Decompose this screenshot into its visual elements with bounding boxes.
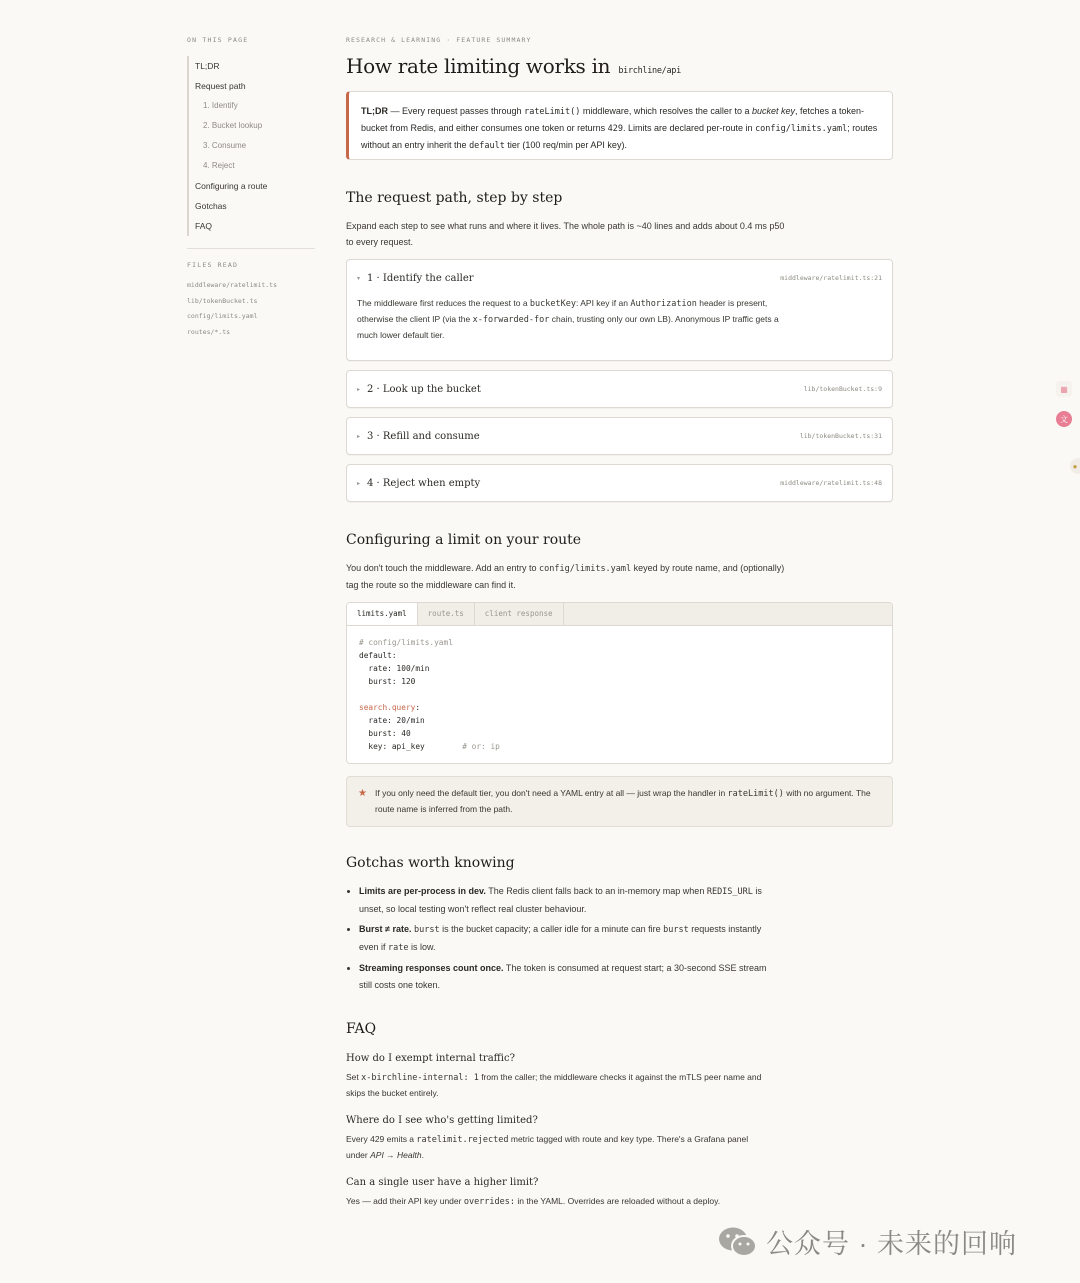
faq-emphasis: API → Health: [370, 1150, 422, 1160]
note-text: If you only need the default tier, you don't need a YAML entry at all — just wrap the handler in: [375, 788, 728, 798]
code-line: burst: 40: [359, 729, 411, 738]
tldr-code: rateLimit(): [524, 107, 581, 117]
faq-question: Can a single user have a higher limit?: [346, 1177, 539, 1188]
faq-question: Where do I see who's getting limited?: [346, 1115, 538, 1126]
faq-text: Every 429 emits a: [346, 1134, 417, 1144]
file-link[interactable]: lib/tokenBucket.ts: [187, 296, 258, 305]
faq-text: metric tagged with route and key type. There's a Grafana panel under: [346, 1134, 749, 1160]
list-item: [359, 883, 779, 917]
faq-answer: [346, 1070, 766, 1101]
tldr-text: — Every request passes through: [388, 106, 525, 116]
step-1-title: 1 · Identify the caller: [367, 272, 474, 284]
sidebar: [187, 36, 315, 340]
sidebar-divider: [187, 248, 315, 249]
config-text: keyed by route name, and (optionally) tag the route so the middleware can find it.: [346, 563, 785, 590]
request-path-intro: Expand each step to see what runs and where it lives. The whole path is ~40 lines and adds about 0.4 ms p50 to every request.: [346, 221, 785, 247]
step-3-file[interactable]: lib/tokenBucket.ts:31: [799, 432, 882, 440]
step-1-accordion[interactable]: [346, 259, 893, 361]
step-1-code: bucketKey: [529, 299, 576, 309]
toc-item-gotchas[interactable]: Gotchas: [195, 201, 227, 211]
watermark: [718, 1222, 1017, 1261]
breadcrumb: RESEARCH & LEARNING · FEATURE SUMMARY: [346, 36, 532, 44]
file-link[interactable]: routes/*.ts: [187, 327, 231, 336]
code-key: search.query: [359, 703, 416, 712]
step-1-body: [347, 296, 807, 360]
faq-code: overrides:: [463, 1197, 516, 1207]
gotcha-code: rate: [388, 942, 409, 953]
step-1-text: The middleware first reduces the request to a: [357, 298, 530, 308]
files-read-label: FILES READ: [187, 261, 239, 269]
gotcha-title: Streaming responses count once.: [359, 963, 504, 973]
step-4-header[interactable]: [347, 465, 892, 501]
gotcha-text: The token is consumed at request start; a 30-second SSE stream still costs one token.: [359, 963, 767, 990]
tab-route-ts[interactable]: route.ts: [418, 603, 475, 625]
on-this-page-label: ON THIS PAGE: [187, 36, 249, 44]
chevron-right-icon: ▸: [357, 480, 361, 487]
list-item: [359, 960, 779, 993]
step-1-text: chain, trusting only our own LB). Anonymous IP traffic gets a much lower default tier.: [357, 314, 779, 340]
step-2-file[interactable]: lib/tokenBucket.ts:9: [803, 385, 882, 393]
tldr-text: ; routes without an entry inherit the: [361, 123, 878, 150]
gotcha-code: burst: [663, 925, 689, 935]
faq-code: ratelimit.rejected: [416, 1135, 509, 1145]
tldr-code: 429: [607, 124, 623, 134]
wechat-icon: [718, 1225, 758, 1259]
toc-item-consume[interactable]: 3. Consume: [203, 141, 247, 150]
files-read: [187, 261, 315, 340]
step-2-header[interactable]: [347, 371, 892, 407]
tldr-callout: [346, 91, 893, 160]
code-line: default:: [359, 651, 397, 660]
gotcha-code: REDIS_URL: [706, 887, 753, 897]
toc-item-request-path[interactable]: Request path: [195, 81, 246, 91]
tldr-code: config/limits.yaml: [755, 124, 848, 134]
faq-question: How do I exempt internal traffic?: [346, 1053, 515, 1064]
request-path-heading: The request path, step by step: [346, 190, 563, 206]
faq-code: x-birchline-internal: 1: [361, 1073, 479, 1083]
gotcha-title: Limits are per-process in dev.: [359, 886, 486, 896]
step-2-accordion[interactable]: [346, 370, 893, 408]
step-3-title: 3 · Refill and consume: [367, 430, 480, 442]
step-4-file[interactable]: middleware/ratelimit.ts:48: [780, 479, 882, 487]
step-3-accordion[interactable]: [346, 417, 893, 455]
tldr-label: TL;DR: [361, 106, 388, 116]
table-of-contents: [187, 56, 315, 236]
config-code: config/limits.yaml: [539, 564, 632, 574]
gotcha-text: is low.: [408, 941, 436, 952]
tab-client-response[interactable]: client response: [475, 603, 564, 625]
gotcha-text: is the bucket capacity; a caller idle for a minute can fire: [439, 924, 664, 934]
code-line: rate: 100/min: [359, 664, 430, 673]
code-line: :: [415, 703, 421, 712]
side-tab-icon[interactable]: ●: [1070, 458, 1080, 474]
code-line: key: api_key: [359, 742, 425, 751]
code-comment: # config/limits.yaml: [359, 638, 453, 647]
code-line: burst: 120: [359, 677, 416, 686]
toc-item-tldr[interactable]: TL;DR: [195, 61, 220, 71]
step-1-header[interactable]: [347, 260, 892, 296]
gotcha-text: requests instantly even if: [359, 924, 762, 952]
chevron-right-icon: ▸: [357, 433, 361, 440]
step-1-file[interactable]: middleware/ratelimit.ts:21: [780, 274, 882, 282]
tldr-text: middleware, which resolves the caller to a: [580, 106, 752, 116]
tldr-text: . Limits are declared per-route in: [623, 123, 756, 133]
main-content: [346, 36, 893, 1210]
step-2-title: 2 · Look up the bucket: [367, 383, 481, 395]
note-text: with no argument. The route name is inferred from the path.: [375, 788, 871, 814]
step-4-title: 4 · Reject when empty: [367, 477, 481, 489]
toc-item-faq[interactable]: FAQ: [195, 221, 213, 231]
tldr-text: tier (100 req/min per API key).: [504, 140, 627, 150]
faq-text: .: [421, 1150, 424, 1160]
toc-item-bucket-lookup[interactable]: 2. Bucket lookup: [203, 121, 263, 130]
step-1-text: : API key if an: [575, 298, 631, 308]
faq-text: from the caller; the middleware checks it against the mTLS peer name and skips the bucket entirely.: [346, 1072, 762, 1098]
step-1-code: x-forwarded-for: [472, 315, 550, 325]
tab-limits-yaml[interactable]: limits.yaml: [347, 603, 418, 625]
tip-note: [346, 776, 893, 827]
code-block: [347, 626, 892, 763]
toc-item-configuring[interactable]: Configuring a route: [195, 181, 268, 191]
faq-heading: FAQ: [346, 1021, 377, 1037]
gotcha-title: Burst ≠ rate.: [359, 924, 412, 934]
tldr-text: , fetches a token-bucket from Redis, and either consumes one token or returns: [361, 106, 865, 133]
tldr-code: default: [469, 141, 505, 151]
page-title-text: How rate limiting works in: [346, 54, 611, 78]
file-link[interactable]: middleware/ratelimit.ts: [187, 281, 278, 289]
gotcha-code: burst: [413, 925, 440, 935]
toc-item-reject[interactable]: 4. Reject: [203, 161, 235, 170]
code-line: rate: 20/min: [359, 716, 425, 725]
tldr-emphasis: bucket key: [751, 106, 795, 116]
translate-icon[interactable]: 文: [1056, 411, 1072, 427]
chevron-down-icon: ▾: [357, 275, 361, 282]
faq-text: Yes — add their API key under: [346, 1196, 464, 1206]
config-intro: [346, 560, 786, 593]
faq-answer: [346, 1132, 766, 1163]
step-4-accordion[interactable]: [346, 464, 893, 502]
step-1-text: header is present, otherwise the client IP (via the: [357, 298, 768, 324]
code-comment: # or: ip: [462, 742, 500, 751]
config-text: You don't touch the middleware. Add an entry to: [346, 563, 540, 573]
star-icon: ★: [358, 788, 367, 799]
faq-text: Set: [346, 1072, 362, 1082]
step-3-header[interactable]: [347, 418, 892, 454]
gotchas-list: [346, 883, 893, 993]
config-heading: Configuring a limit on your route: [346, 532, 582, 548]
watermark-text: 公众号 · 未来的回响: [766, 1229, 1017, 1259]
page-title-code: birchline/api: [618, 66, 681, 76]
step-1-code: Authorization: [630, 299, 697, 309]
faq-text: in the YAML. Overrides are reloaded without a deploy.: [515, 1196, 721, 1206]
note-code: rateLimit(): [727, 789, 784, 799]
code-tabs-panel: [346, 602, 893, 764]
page-title: [346, 54, 893, 78]
faq-answer: [346, 1194, 766, 1210]
gotcha-text: is unset, so local testing won't reflect real cluster behaviour.: [359, 886, 762, 914]
grid-icon[interactable]: ▦: [1056, 381, 1072, 397]
chevron-right-icon: ▸: [357, 386, 361, 393]
toc-item-identify[interactable]: 1. Identify: [203, 101, 238, 110]
list-item: [359, 921, 779, 956]
gotchas-heading: Gotchas worth knowing: [346, 855, 515, 871]
code-tabs: [347, 603, 892, 626]
gotcha-text: The Redis client falls back to an in-memory map when: [485, 886, 707, 896]
file-link[interactable]: config/limits.yaml: [187, 312, 258, 320]
